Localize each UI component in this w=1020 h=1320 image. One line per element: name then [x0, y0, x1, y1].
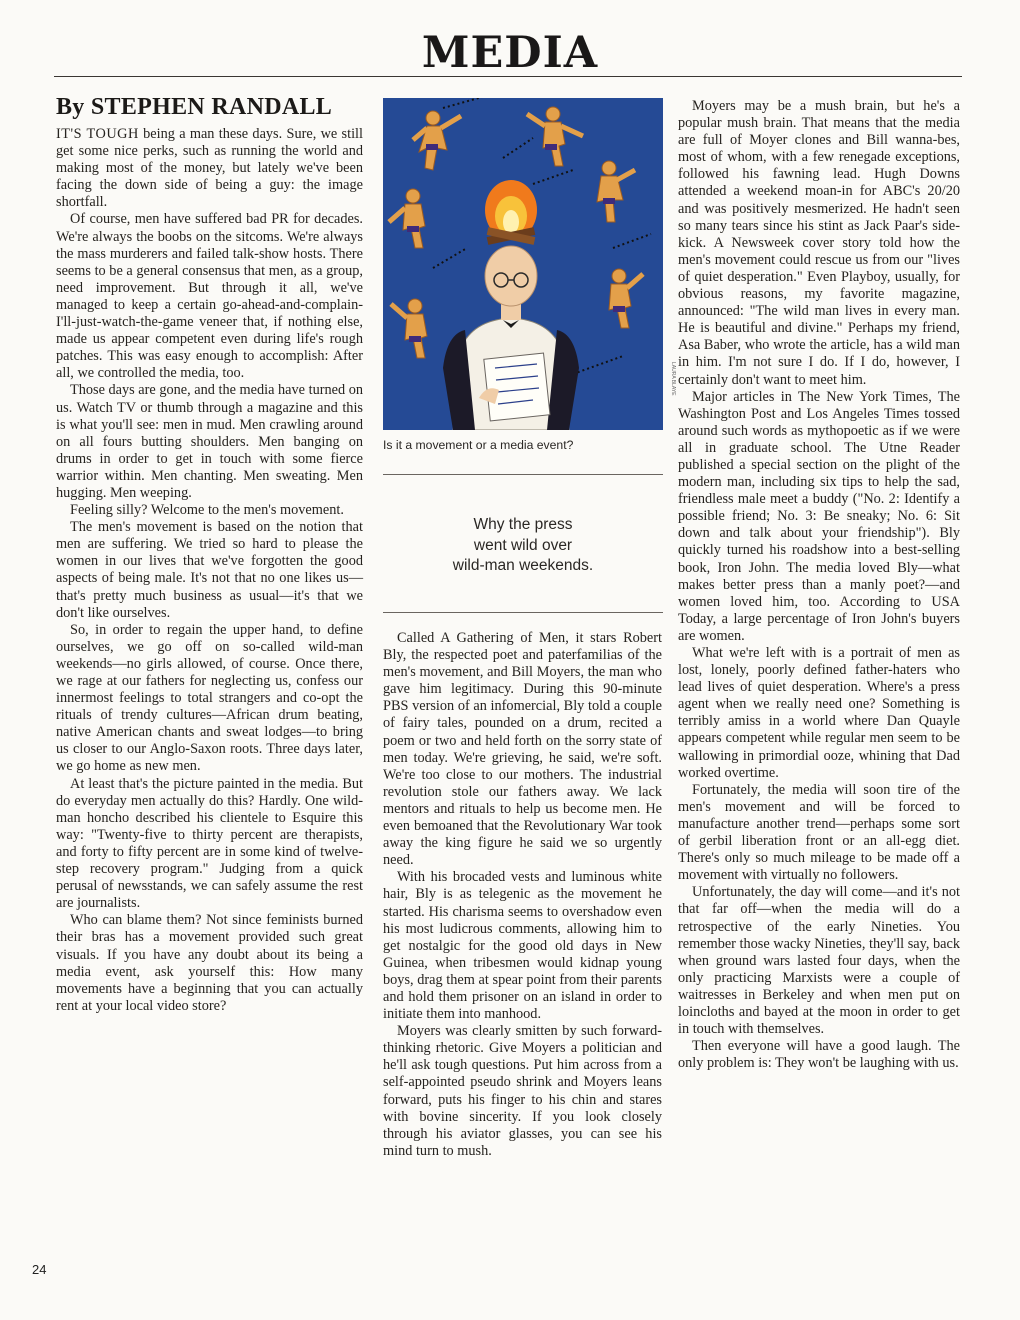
paragraph: With his brocaded vests and luminous white hair, Bly is as telegenic as the movement he started. His charisma seems to overshadow even his most ludicrous comments, allowing him to get nostalgic for the good old days in New Guinea, when tribesmen would kidnap young boys, drag them at spear point from their parents and hold them prisoner on an island in order to initiate them into manhood. [383, 869, 662, 1023]
article-column-2 [383, 630, 662, 1160]
divider-rule [383, 612, 663, 613]
paragraph: Then everyone will have a good laugh. The only problem is: They won't be laughing with us. [678, 1038, 960, 1072]
divider-rule [383, 474, 663, 475]
article-illustration [383, 98, 663, 430]
paragraph: Moyers may be a mush brain, but he's a popular mush brain. That means that the media are full of Moyer clones and Bill wanna-bes, most of whom, with a few renegade exceptions, followed his fawning lead. Hugh Downs attended a weekend moan-in for ABC's 20/20 and was positively mesmerized. He hadn't seen so many tears since his stint as Jack Paar's side-kick. A Newsweek cover story told how the men's movement could rescue us from our "lives of quiet desperation." Even Playboy, usually, for obvious reasons, my favorite magazine, announced: "The wild man lives in every man. He is beautiful and divine." Perhaps my friend, Asa Baber, who wrote the article, has a wild man in him. I'm not sure I do. If I do, however, I certainly don't want to meet him. [678, 98, 960, 388]
paragraph: So, in order to regain the upper hand, to define ourselves, we go off on so-called wild-man weekends—no girls allowed, of course. Once there, we rage at our fathers for neglecting us, confess our innermost feelings to total strangers and co-opt the rituals of trendy cultures—African drum beating, native American chants and sweat lodges—to bring us closer to our Anglo-Saxon roots. Three days later, we go home as new men. [56, 621, 363, 775]
article-column-1 [56, 126, 363, 1015]
illustration-credit: LAURA BLAYE [670, 362, 676, 396]
paragraph: Of course, men have suffered bad PR for decades. We're always the boobs on the sitcoms. We're always the mass murderers and failed talk-show hosts. There seems to be a general consensus that men, as a group, need improvement. But through it all, we've managed to keep a certain go-ahead-and-complain-I'll-just-watch-the-game veneer that, if nothing else, made us appear competent even during life's rough patches. This was easy enough to accomplish: After all, we controlled the media, too. [56, 211, 363, 382]
paragraph: Major articles in The New York Times, The Washington Post and Los Angeles Times tossed around such words as mythopoetic as if we were all in graduate school. The Utne Reader published a special section on the plight of the modern man, including six tips to help the sad, friendless male meet a buddy ("No. 2: Identify a possible friend; No. 3: Be sneaky; No. 6: Sit down and talk about your friendship"). Bly quickly turned his roadshow into a best-selling book, Iron John. The media loved Bly—what makes better press than a manly poet?—and women loved him, too. According to USA Today, a large percentage of Iron John's buyers are women. [678, 388, 960, 644]
paragraph: Those days are gone, and the media have turned on us. Watch TV or thumb through a magazine and this is what you'll see: men in mud. Men crawling around on all fours butting shoulders. Men banging on drums in order to get in touch with some fierce warrior within. Men chanting. Men sweating. Men hugging. Men weeping. [56, 382, 363, 501]
campfire [485, 180, 537, 245]
deck-line: Why the press [473, 516, 573, 533]
paragraph [56, 126, 363, 211]
section-title: MEDIA [421, 28, 599, 78]
paragraph: Called A Gathering of Men, it stars Robert Bly, the respected poet and paterfamilias of the men's movement, and Bill Moyers, the man who gave him legitimacy. During this 90-minute PBS version of an infomercial, Bly told a couple of fairy tales, pounded on a drum, recited a poem or two and held forth on the sorry state of men today. We're grieving, he said, we're soft. We're too close to our mothers. The industrial revolution stole our fathers away. We lack mentors and rituals to help us become men. He even bemoaned that the Revolutionary War took away the king figure he said we so urgently need. [383, 630, 662, 869]
paragraph: Fortunately, the media will soon tire of the men's movement and will be forced to manufacture another trend—perhaps some sort of gerbil liberation front or an all-egg diet. There's only so much mileage to be made off a movement with virtually no followers. [678, 781, 960, 884]
deck-subhead [383, 515, 663, 577]
paragraph: The men's movement is based on the notion that men are suffering. We tried so hard to please the women in our lives that we've forgotten the good aspects of being male. It's not that no one likes us—that's pretty much business as usual—it's that we don't like ourselves. [56, 519, 363, 621]
byline: By STEPHEN RANDALL [56, 94, 333, 120]
deck-line: wild-man weekends. [452, 557, 594, 574]
header-rule [54, 76, 962, 77]
paragraph-text: being a man these days. Sure, we still get some nice perks, such as running the world and making most of the money, but lately we've been facing the down side of being a guy: the image shortfall. [56, 126, 363, 211]
paragraph: At least that's the picture painted in the media. But do everyday men actually do this? Hardly. One wild-man honcho described his clientele to Esquire this way: "Twenty-five to thirty percent are therapists, and forty to fifty percent are in some kind of twelve-step recovery program." Judging from a quick perusal of newsstands, we can safely assume the rest are journalists. [56, 775, 363, 912]
paragraph: Unfortunately, the day will come—and it's not that far off—when the media will do a retrospective of the early Nineties. You remember those wacky Nineties, they'll say, back when ground wars lasted four days, when the only practicing Marxists were a couple of waitresses in Berkeley and when men put on loincloths and bayed at the moon in order to get in touch with themselves. [678, 884, 960, 1038]
page-number: 24 [32, 1262, 47, 1277]
paragraph: What we're left with is a portrait of men as lost, lonely, poorly defined father-haters who lead lives of quiet desperation. Where's a press agent when we really need one? Something is terribly amiss in a world where Dan Quayle appears competent while regular men seem to be wallowing in primordial ooze, whining that Dad worked overtime. [678, 645, 960, 781]
paragraph: Who can blame them? Not since feminists burned their bras has a movement provided such great visuals. If you have any doubt about its being a media event, ask yourself this: How many movements have a beginning that you can actually rent at your local video store? [56, 912, 363, 1014]
wild-men-dancing-illustration [383, 98, 663, 430]
photo-caption: Is it a movement or a media event? [383, 438, 574, 452]
paragraph: Moyers was clearly smitten by such forward-thinking rhetoric. Give Moyers a politician and he'll ask tough questions. Put him across from a self-appointed pseudo shrink and Moyers leans forward, puts his finger to his chin and stares with bovine sincerity. If you look closely through his aviator glasses, you can see his mind turn to mush. [383, 1023, 662, 1159]
deck-line: went wild over [473, 536, 573, 554]
opening-words: IT'S TOUGH [56, 126, 139, 142]
article-column-3 [678, 98, 960, 1072]
paragraph: Feeling silly? Welcome to the men's movement. [70, 502, 344, 519]
